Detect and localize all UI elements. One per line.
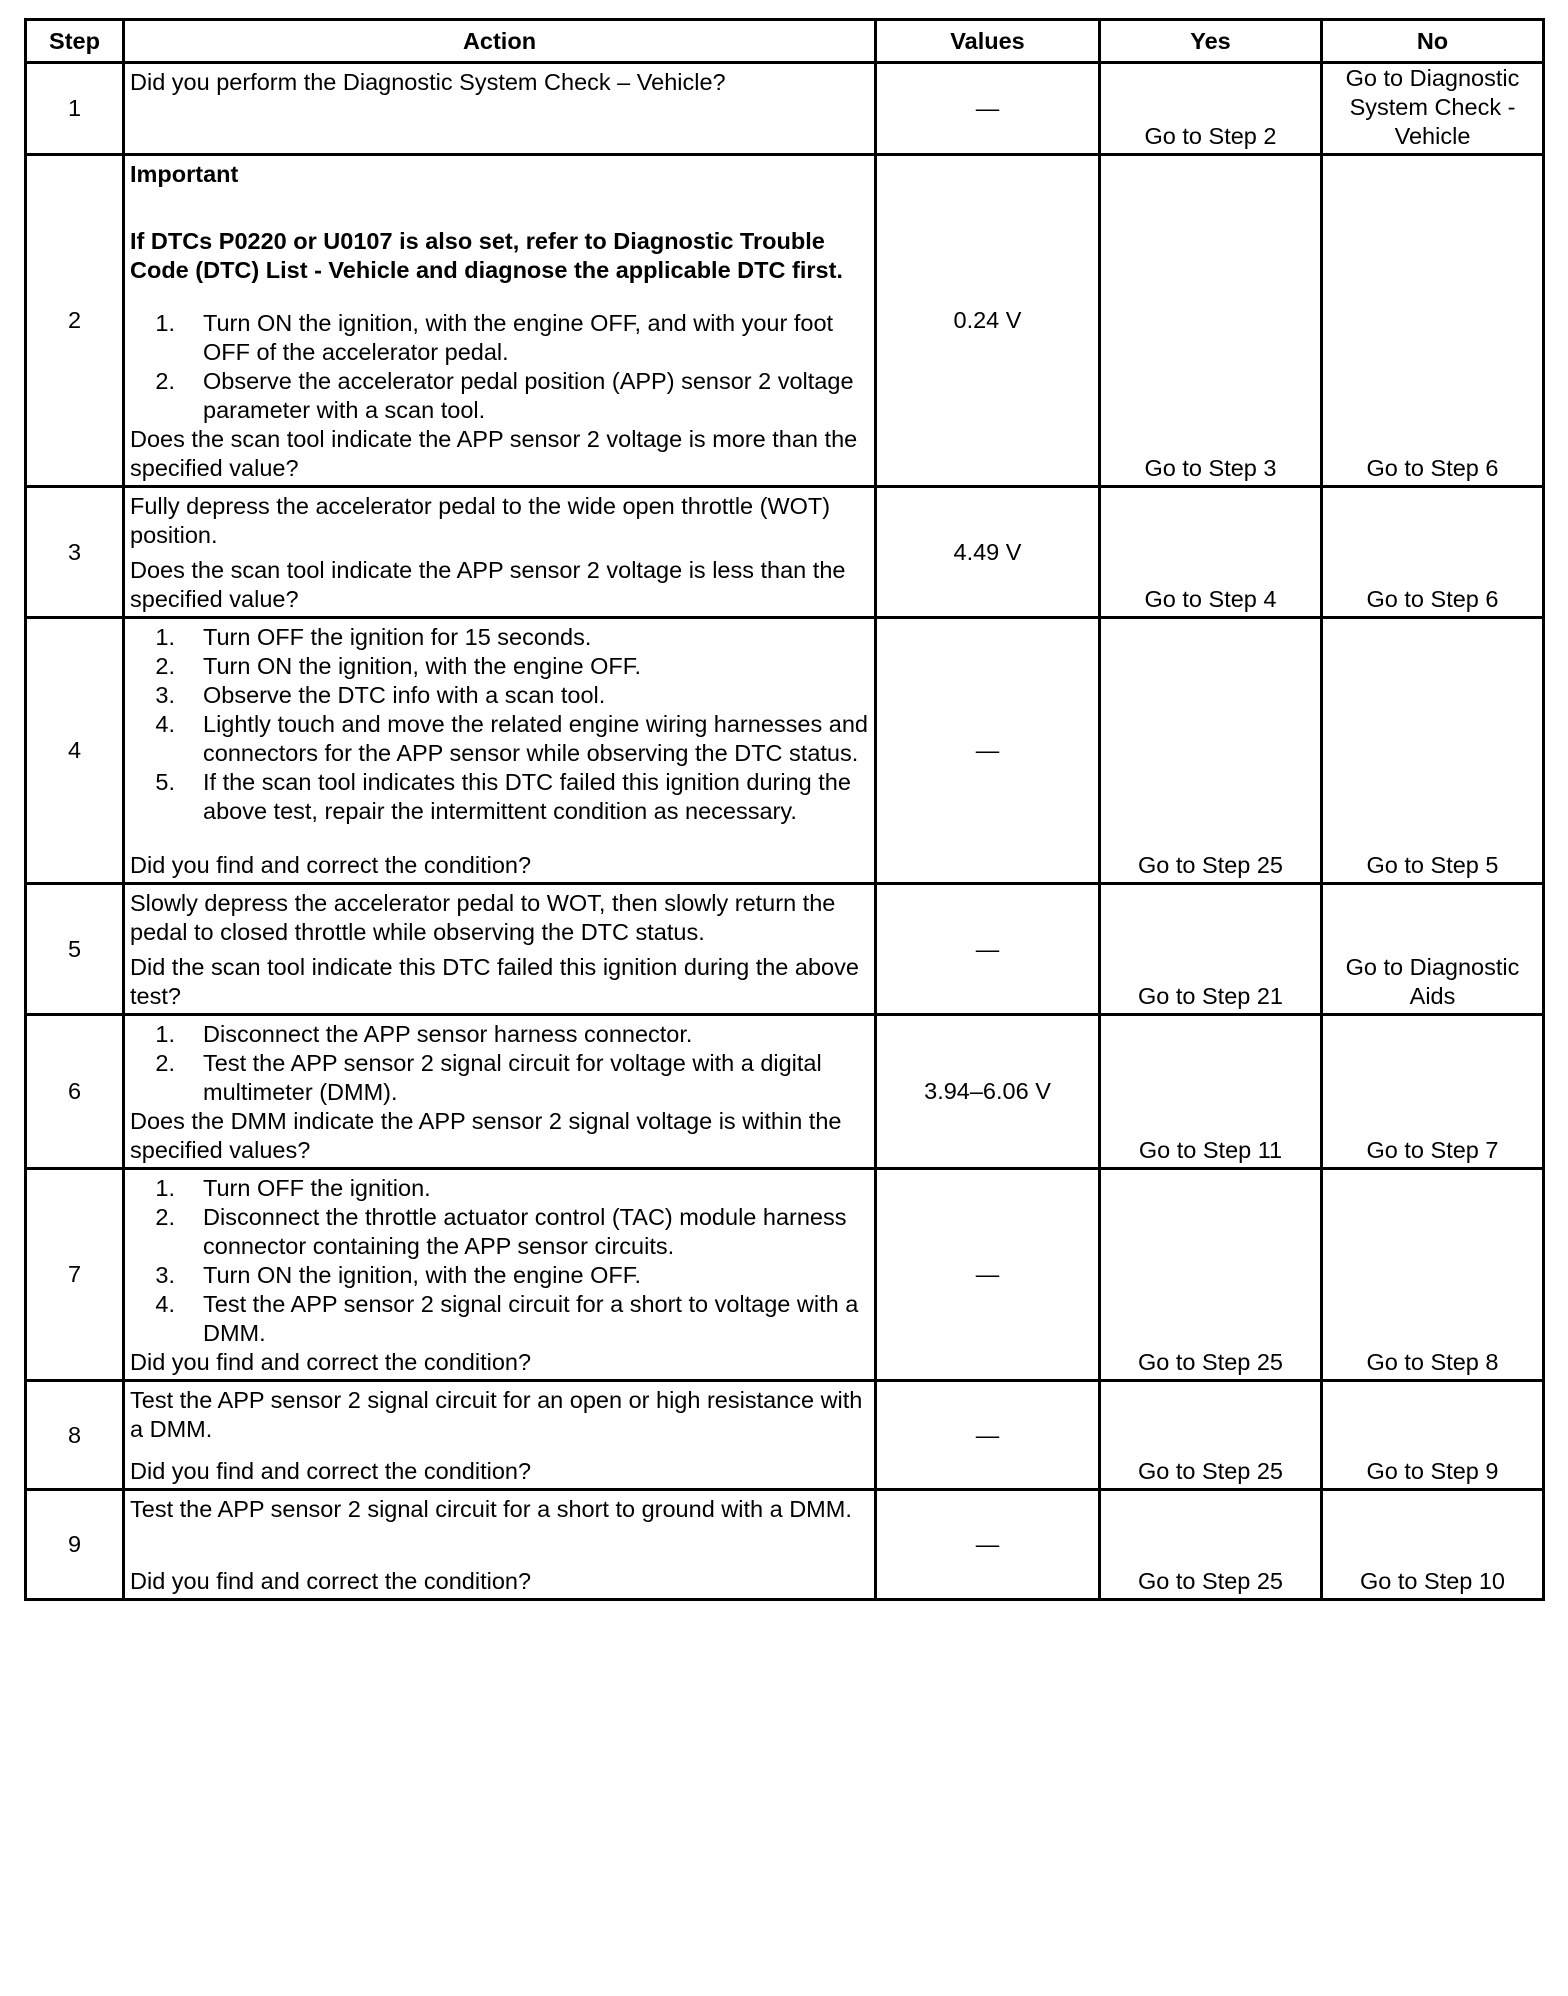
step-number: 5 [26,884,124,1015]
list-item [130,1290,868,1348]
no-result: Go to Step 7 [1322,1015,1544,1169]
list-item [130,1261,868,1290]
list-item-text: Observe the accelerator pedal position (APP) sensor 2 voltage parameter with a scan tool. [203,368,854,423]
step-number: 1 [26,63,124,155]
action-cell [124,1490,876,1600]
spacer [130,189,868,227]
spec-value: — [876,63,1100,155]
no-result: Go to Step 10 [1322,1490,1544,1600]
step-number: 9 [26,1490,124,1600]
list-item-number: 3. [155,682,175,708]
important-text: If DTCs P0220 or U0107 is also set, refer to Diagnostic Trouble Code (DTC) List - Vehicle and diagnose the applicable DTC first. [130,228,843,283]
spec-value: 0.24 V [876,155,1100,487]
list-item [130,710,868,768]
list-item-number: 3. [155,1262,175,1288]
list-item-text: Lightly touch and move the related engine wiring harnesses and connectors for the APP sensor while observing the DTC status. [203,711,868,766]
list-item [130,652,868,681]
action-content [130,1386,868,1486]
no-result: Go to Step 6 [1322,487,1544,618]
header-no: No [1322,20,1544,63]
table-row [26,63,1544,155]
no-result: Go to Step 5 [1322,618,1544,884]
list-item-number: 1. [155,310,175,336]
action-question: Did you find and correct the condition? [130,852,532,878]
list-item-number: 1. [155,1021,175,1047]
spacer [130,826,868,851]
list-item-number: 1. [155,624,175,650]
action-content [130,623,868,880]
important-label: Important [130,161,239,187]
yes-result: Go to Step 21 [1100,884,1322,1015]
spec-value: 4.49 V [876,487,1100,618]
action-text: Fully depress the accelerator pedal to the wide open throttle (WOT) position. [130,493,831,548]
yes-result: Go to Step 2 [1100,63,1322,155]
action-cell [124,487,876,618]
action-question: Did you find and correct the condition? [130,1458,532,1484]
list-item-number: 2. [155,368,175,394]
no-result: Go to Diagnostic System Check - Vehicle [1322,63,1544,155]
action-cell [124,1169,876,1381]
header-yes: Yes [1100,20,1322,63]
list-item [130,1020,868,1049]
action-cell [124,1015,876,1169]
step-number: 3 [26,487,124,618]
list-item [130,623,868,652]
list-item-text: Turn OFF the ignition. [203,1175,431,1201]
spec-value: — [876,1169,1100,1381]
action-cell [124,1381,876,1490]
spec-value: 3.94–6.06 V [876,1015,1100,1169]
table-body [26,63,1544,1600]
list-item [130,681,868,710]
action-content [130,1020,868,1165]
action-cell [124,618,876,884]
list-item-text: Turn ON the ignition, with the engine OFF, and with your foot OFF of the accelerator pedal. [203,310,834,365]
list-item-text: Turn ON the ignition, with the engine OFF. [203,653,642,679]
list-item [130,768,868,826]
action-steps-list [130,623,868,826]
list-item-number: 2. [155,653,175,679]
no-result: Go to Step 8 [1322,1169,1544,1381]
table-row [26,1169,1544,1381]
yes-result: Go to Step 25 [1100,1169,1322,1381]
list-item [130,1049,868,1107]
table-row [26,155,1544,487]
step-number: 6 [26,1015,124,1169]
list-item-text: Turn ON the ignition, with the engine OFF. [203,1262,642,1288]
action-question: Does the scan tool indicate the APP sensor 2 voltage is more than the specified value? [130,426,858,481]
list-item [130,309,868,367]
action-question: Did the scan tool indicate this DTC failed this ignition during the above test? [130,954,859,1009]
action-question: Did you find and correct the condition? [130,1349,532,1375]
step-number: 4 [26,618,124,884]
yes-result: Go to Step 11 [1100,1015,1322,1169]
action-question: Does the scan tool indicate the APP sensor 2 voltage is less than the specified value? [130,557,846,612]
header-values: Values [876,20,1100,63]
table-row [26,884,1544,1015]
yes-result: Go to Step 3 [1100,155,1322,487]
no-result: Go to Step 6 [1322,155,1544,487]
header-action: Action [124,20,876,63]
action-content [130,1495,868,1596]
list-item-number: 1. [155,1175,175,1201]
header-step: Step [26,20,124,63]
action-cell [124,155,876,487]
action-steps-list [130,1174,868,1348]
action-question: Did you find and correct the condition? [130,1568,532,1594]
table-row [26,487,1544,618]
spec-value: — [876,884,1100,1015]
list-item-text: Disconnect the throttle actuator control (TAC) module harness connector containing the APP sensor circuits. [203,1204,847,1259]
list-item-number: 4. [155,711,175,737]
spacer [130,285,868,309]
list-item-text: Turn OFF the ignition for 15 seconds. [203,624,592,650]
table-row [26,1015,1544,1169]
action-content [130,1174,868,1377]
action-text: Did you perform the Diagnostic System Check – Vehicle? [130,69,726,95]
yes-result: Go to Step 25 [1100,618,1322,884]
action-question: Does the DMM indicate the APP sensor 2 signal voltage is within the specified values? [130,1108,842,1163]
table-row [26,618,1544,884]
list-item-number: 2. [155,1050,175,1076]
action-steps-list [130,309,868,425]
list-item-text: Test the APP sensor 2 signal circuit for a short to voltage with a DMM. [203,1291,859,1346]
action-content [130,492,868,614]
action-text: Test the APP sensor 2 signal circuit for a short to ground with a DMM. [130,1496,852,1522]
spacer [130,1524,868,1567]
table-row [26,1490,1544,1600]
table-row [26,1381,1544,1490]
action-text: Test the APP sensor 2 signal circuit for an open or high resistance with a DMM. [130,1387,863,1442]
step-number: 7 [26,1169,124,1381]
yes-result: Go to Step 25 [1100,1490,1322,1600]
list-item [130,367,868,425]
step-number: 8 [26,1381,124,1490]
action-steps-list [130,1020,868,1107]
list-item [130,1174,868,1203]
list-item-text: Disconnect the APP sensor harness connector. [203,1021,693,1047]
no-result: Go to Step 9 [1322,1381,1544,1490]
spacer [130,1444,868,1457]
list-item-number: 5. [155,769,175,795]
header-row [26,20,1544,63]
action-cell [124,63,876,155]
action-cell [124,884,876,1015]
diagnostic-table [24,18,1545,1601]
list-item [130,1203,868,1261]
yes-result: Go to Step 4 [1100,487,1322,618]
action-text: Slowly depress the accelerator pedal to WOT, then slowly return the pedal to closed throttle while observing the DTC status. [130,890,836,945]
list-item-number: 2. [155,1204,175,1230]
list-item-number: 4. [155,1291,175,1317]
yes-result: Go to Step 25 [1100,1381,1322,1490]
list-item-text: Observe the DTC info with a scan tool. [203,682,606,708]
list-item-text: If the scan tool indicates this DTC failed this ignition during the above test, repair the intermittent condition as necessary. [203,769,851,824]
action-content [130,68,868,136]
spec-value: — [876,1381,1100,1490]
spec-value: — [876,1490,1100,1600]
step-number: 2 [26,155,124,487]
no-result: Go to Diagnostic Aids [1322,884,1544,1015]
action-content [130,160,868,483]
action-content [130,889,868,1011]
list-item-text: Test the APP sensor 2 signal circuit for voltage with a digital multimeter (DMM). [203,1050,822,1105]
spec-value: — [876,618,1100,884]
